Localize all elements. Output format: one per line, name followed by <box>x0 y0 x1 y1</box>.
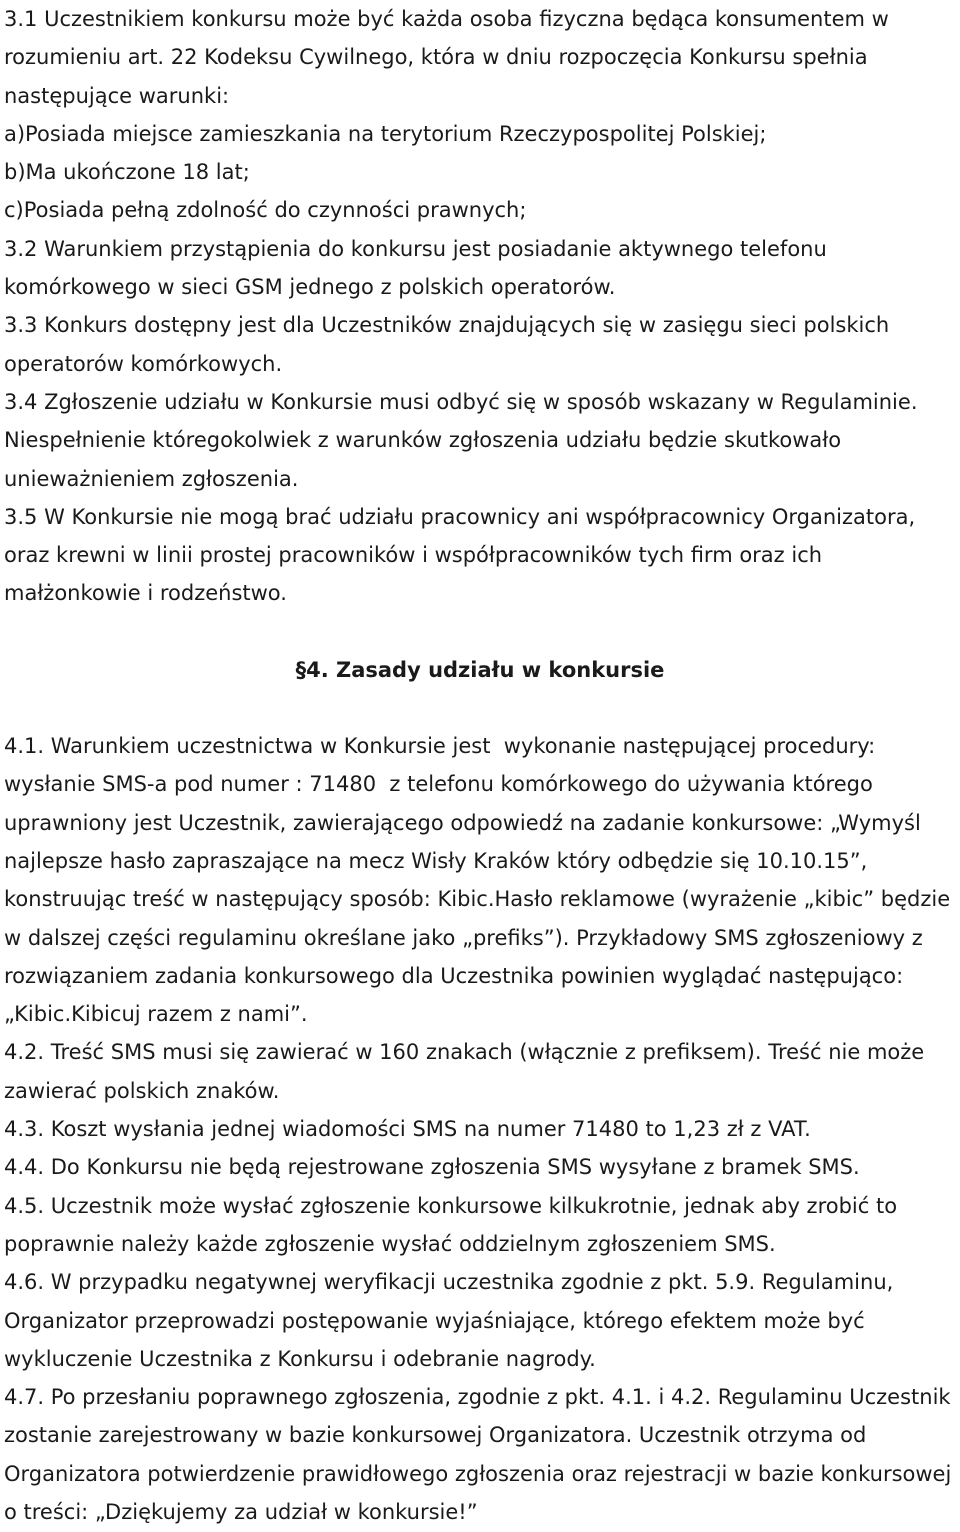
paragraph-3-4: 3.4 Zgłoszenie udziału w Konkursie musi odbyć się w sposób wskazany w Regulaminie. Niespełnienie któregokolwiek z warunków zgłoszenia udziału będzie skutkowało unieważnieniem zgłoszenia. <box>4 389 925 491</box>
paragraph-3-1-a: a)Posiada miejsce zamieszkania na terytorium Rzeczypospolitej Polskiej; <box>4 121 767 146</box>
paragraph-4-4: 4.4. Do Konkursu nie będą rejestrowane zgłoszenia SMS wysyłane z bramek SMS. <box>4 1155 860 1180</box>
paragraph-4-6: 4.6. W przypadku negatywnej weryfikacji uczestnika zgodnie z pkt. 5.9. Regulaminu, Organizator przeprowadzi postępowanie wyjaśniające, którego efektem może być wykluczenie Uczestnika z Konkursu i odebranie nagrody. <box>4 1270 900 1371</box>
paragraph-4-2: 4.2. Treść SMS musi się zawierać w 160 znakach (włącznie z prefiksem). Treść nie może zawierać polskich znaków. <box>4 1040 931 1103</box>
spacer <box>4 613 956 651</box>
paragraph-3-2: 3.2 Warunkiem przystąpienia do konkursu jest posiadanie aktywnego telefonu komórkowego w sieci GSM jednego z polskich operatorów. <box>4 236 834 300</box>
paragraph-4-7: 4.7. Po przesłaniu poprawnego zgłoszenia, zgodnie z pkt. 4.1. i 4.2. Regulaminu Uczestnik zostanie zarejestrowany w bazie konkursowej Organizatora. Uczestnik otrzyma od Organizatora potwierdzenie prawidłowego zgłoszenia oraz rejestracji w bazie konkursowej o treści: „Dziękujemy za udział w konkursie!” <box>4 1385 958 1524</box>
paragraph-4-3: 4.3. Koszt wysłania jednej wiadomości SMS na numer 71480 to 1,23 zł z VAT. <box>4 1117 811 1142</box>
paragraph-4-1: 4.1. Warunkiem uczestnictwa w Konkursie jest wykonanie następującej procedury: wysłanie SMS-a pod numer : 71480 z telefonu komórkowego do używania którego uprawniony jest Uczestnik, zawierającego odpowiedź na zadanie konkursowe: „Wymyśl najlepsze hasło zapraszające na mecz Wisły Kraków który odbędzie się 10.10.15”, konstruując treść w następujący sposób: Kibic.Hasło reklamowe (wyrażenie „kibic” będzie w dalszej części regulaminu określane jako „prefiks”). Przykładowy SMS zgłoszeniowy z rozwiązaniem zadania konkursowego dla Uczestnika powinien wyglądać następująco: „Kibic.Kibicuj razem z nami”. <box>4 734 957 1027</box>
paragraph-3-3: 3.3 Konkurs dostępny jest dla Uczestników znajdujących się w zasięgu sieci polskich operatorów komórkowych. <box>4 313 896 376</box>
paragraph-3-1-c: c)Posiada pełną zdolność do czynności prawnych; <box>4 198 527 223</box>
document-page <box>4 0 956 1531</box>
paragraph-3-1: 3.1 Uczestnikiem konkursu może być każda osoba fizyczna będąca konsumentem w rozumieniu art. 22 Kodeksu Cywilnego, która w dniu rozpoczęcia Konkursu spełnia następujące warunki: <box>4 7 896 108</box>
spacer <box>4 689 956 727</box>
paragraph-3-1-b: b)Ma ukończone 18 lat; <box>4 160 250 185</box>
paragraph-4-5: 4.5. Uczestnik może wysłać zgłoszenie konkursowe kilkukrotnie, jednak aby zrobić to poprawnie należy każde zgłoszenie wysłać oddzielnym zgłoszeniem SMS. <box>4 1193 904 1256</box>
paragraph-3-5: 3.5 W Konkursie nie mogą brać udziału pracownicy ani współpracownicy Organizatora, oraz krewni w linii prostej pracowników i współpracowników tych firm oraz ich małżonkowie i rodzeństwo. <box>4 504 922 606</box>
section-4-heading: §4. Zasady udziału w konkursie <box>295 657 665 682</box>
